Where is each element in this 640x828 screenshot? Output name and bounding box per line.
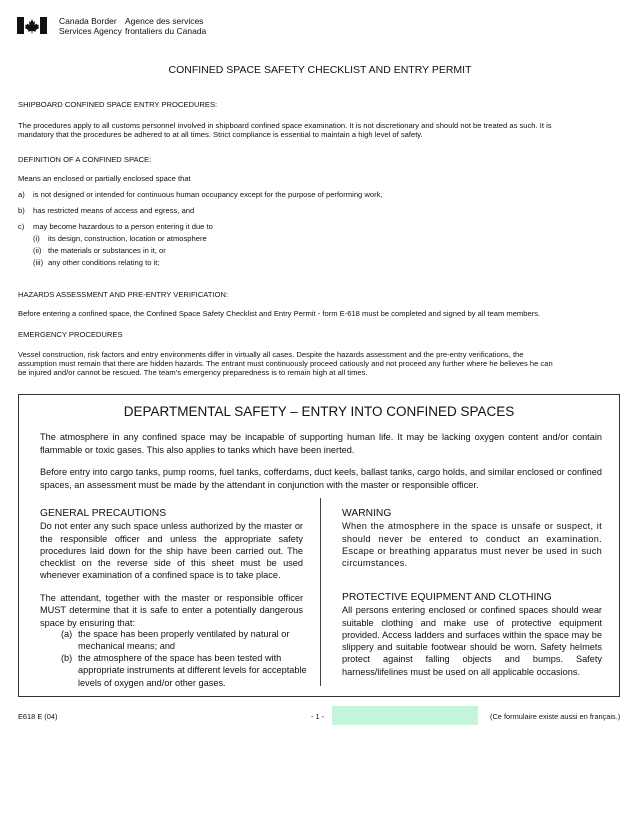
form-id: E618 E (04) bbox=[18, 712, 58, 721]
protective-equipment-text: All persons entering enclosed or confined spaces should wear suitable clothing and make use of protective equipment provided. Access ladders and surfaces within the space may be slippery and suitable footwear should be worn. Safety helmets protect against falling objects and bumps. Safety harness/lifelines must be used on all applicable occasions. bbox=[342, 605, 602, 677]
general-precautions-text: Do not enter any such space unless authorized by the master or the responsible officer and unless the appropriate safety procedures laid down for the ship have been carried out. The checklist on the reverse side of this sheet must be used whenever examination of a confined space is to take place. bbox=[40, 521, 303, 581]
procedures-heading: SHIPBOARD CONFINED SPACE ENTRY PROCEDURES: bbox=[18, 100, 218, 109]
item-text: is not designed or intended for continuous human occupancy except for the purpose of performing work, bbox=[33, 190, 383, 199]
protective-equipment-section bbox=[342, 592, 602, 678]
departmental-safety-box bbox=[18, 394, 620, 697]
definition-heading: DEFINITION OF A CONFINED SPACE: bbox=[18, 155, 152, 164]
item-letter: b) bbox=[18, 206, 25, 215]
procedures-text-line2: mandatory that the procedures be adhered to at all times. Strict compliance is essential to maintain a high level of safety. bbox=[18, 130, 423, 139]
french-availability-note: (Ce formulaire existe aussi en français.) bbox=[490, 712, 621, 721]
warning-section bbox=[342, 508, 602, 569]
definition-subitem-iii bbox=[33, 258, 159, 267]
emergency-text-line2: assumption must remain that there are hidden hazards. The entrant must continuously proceed catiously and not proceed any further where he believes he can bbox=[18, 359, 553, 368]
procedures-text-line1: The procedures apply to all customs personnel involved in shipboard confined space examination. It is not discretionary and should not be treated as such. It is bbox=[18, 121, 552, 130]
emergency-text-line3: be injured and/or cannot be rescued. The team's emergency preparedness is to remain high at all times. bbox=[18, 368, 368, 377]
subitem-number: (iii) bbox=[33, 258, 44, 267]
protective-equipment-heading: PROTECTIVE EQUIPMENT AND CLOTHING bbox=[342, 592, 552, 603]
subitem-number: (ii) bbox=[33, 246, 42, 255]
item-text: the space has been properly ventilated by natural or mechanical means; and bbox=[78, 629, 290, 652]
definition-intro: Means an enclosed or partially enclosed space that bbox=[18, 174, 191, 183]
subitem-text: the materials or substances in it, or bbox=[48, 246, 166, 255]
hazards-heading: HAZARDS ASSESSMENT AND PRE-ENTRY VERIFICATION: bbox=[18, 290, 228, 299]
agency-en-line1: Canada Border bbox=[59, 16, 117, 26]
agency-en-line2: Services Agency bbox=[59, 26, 122, 36]
emergency-text-line1: Vessel construction, risk factors and entry environments differ in virtually all cases. Despite the hazards assessment and the pre-entry verifications, the bbox=[18, 350, 524, 359]
definition-subitem-ii bbox=[33, 246, 166, 255]
general-precautions-heading: GENERAL PRECAUTIONS bbox=[40, 508, 167, 519]
item-text: may become hazardous to a person entering it due to bbox=[33, 222, 213, 231]
item-letter: (b) bbox=[61, 653, 73, 663]
agency-name-french bbox=[125, 16, 206, 36]
item-text: has restricted means of access and egress, and bbox=[33, 206, 195, 215]
agency-header bbox=[17, 15, 317, 39]
safety-box-title: DEPARTMENTAL SAFETY – ENTRY INTO CONFINED SPACES bbox=[123, 404, 515, 419]
item-letter: c) bbox=[18, 222, 25, 231]
attendant-text: The attendant, together with the master or responsible officer MUST determine that it is safe to enter a potentially dangerous space by ensuring that: bbox=[40, 593, 303, 628]
document-title: CONFINED SPACE SAFETY CHECKLIST AND ENTRY PERMIT bbox=[168, 64, 472, 76]
safety-box-paragraph-1: The atmosphere in any confined space may be incapable of supporting human life. It may be lacking oxygen content and/or contain flammable or toxic gases. This also applies to tanks which have been inerted. bbox=[40, 432, 602, 455]
item-letter: a) bbox=[18, 190, 25, 199]
canada-flag-icon bbox=[17, 17, 47, 34]
hazards-text: Before entering a confined space, the Confined Space Safety Checklist and Entry Permit - form E-618 must be completed and signed by all team members. bbox=[18, 309, 541, 318]
warning-text: When the atmosphere in the space is unsafe or suspect, it should never be entered to conduct an examination. Escape or breathing apparatus must never be used in such circumstances. bbox=[342, 521, 602, 569]
subitem-text: its design, construction, location or atmosphere bbox=[48, 234, 207, 243]
definition-item-a bbox=[18, 190, 383, 199]
definition-item-b bbox=[18, 206, 194, 215]
warning-heading: WARNING bbox=[342, 508, 392, 519]
subitem-text: any other conditions relating to it; bbox=[48, 258, 160, 267]
agency-name-english bbox=[59, 16, 122, 36]
emergency-heading: EMERGENCY PROCEDURES bbox=[18, 330, 123, 339]
definition-item-c bbox=[18, 222, 213, 231]
definition-subitem-i bbox=[33, 234, 207, 243]
general-precautions-section bbox=[40, 508, 303, 582]
agency-fr-line2: frontaliers du Canada bbox=[125, 26, 207, 36]
item-text: the atmosphere of the space has been tested with appropriate instruments at different levels for acceptable levels of oxygen and/or other gases. bbox=[78, 653, 307, 688]
subitem-number: (i) bbox=[33, 234, 40, 243]
page-number: - 1 - bbox=[311, 712, 325, 721]
safety-box-paragraph-2: Before entry into cargo tanks, pump rooms, fuel tanks, cofferdams, duct keels, ballast tanks, cargo holds, and similar enclosed or confined spaces, an assessment must be made by the attendant in conjunction with the master or responsible officer. bbox=[40, 467, 602, 490]
item-letter: (a) bbox=[61, 629, 73, 639]
form-field[interactable] bbox=[332, 706, 478, 725]
agency-fr-line1: Agence des services bbox=[125, 16, 204, 26]
column-divider bbox=[320, 498, 321, 686]
